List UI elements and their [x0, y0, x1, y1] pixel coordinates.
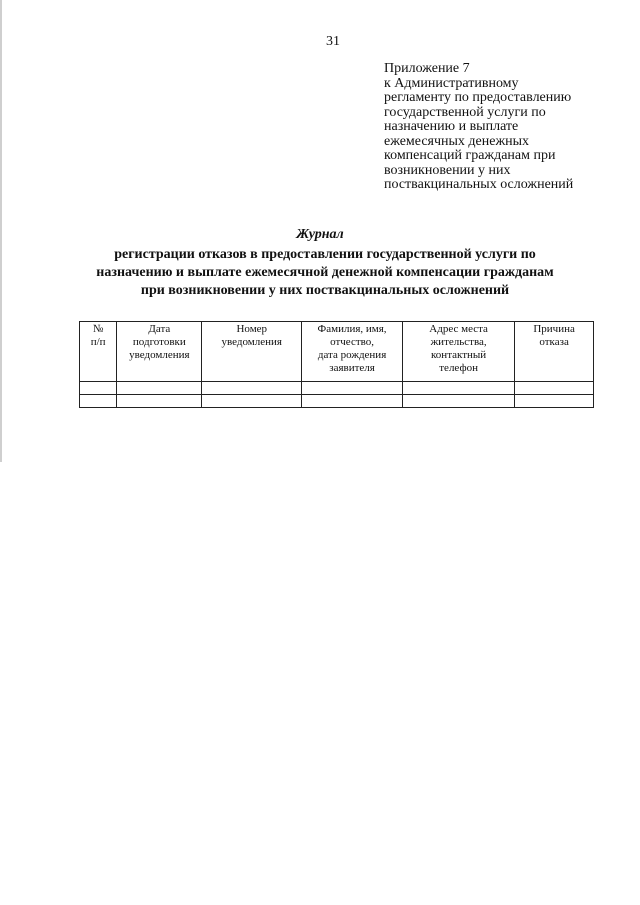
header-text: телефон [439, 362, 478, 374]
header-text: отказа [539, 336, 569, 348]
header-text: заявителя [329, 362, 375, 374]
header-text: уведомления [221, 336, 282, 348]
appendix-line: поствакцинальных осложнений [384, 177, 574, 192]
page-number: 31 [326, 34, 340, 49]
appendix-line: назначению и выплате [384, 119, 519, 134]
table-cell [302, 395, 403, 408]
header-text: контактный [431, 349, 487, 361]
journal-subtitle [60, 246, 590, 300]
table-cell [403, 395, 515, 408]
appendix-line: ежемесячных денежных [384, 133, 530, 149]
table-cell [80, 382, 117, 395]
appendix-line: Приложение 7 [384, 61, 470, 76]
appendix-line: регламенту по предоставлению [384, 90, 572, 105]
header-text: № [92, 323, 104, 335]
table-cell [117, 395, 202, 408]
header-text: отчество, [330, 336, 375, 348]
table-cell [80, 395, 117, 408]
header-text: Причина [533, 323, 575, 335]
header-text: Дата [148, 323, 171, 335]
header-text: Адрес места [429, 323, 488, 335]
header-text: Номер [236, 323, 268, 335]
journal-subtitle-line: назначению и выплате ежемесячной денежной компенсации гражданам [96, 265, 554, 280]
header-text: дата рождения [317, 349, 387, 361]
table-row [80, 382, 594, 395]
table-cell [403, 382, 515, 395]
table-cell [117, 382, 202, 395]
table-cell [515, 382, 594, 395]
journal-title: Журнал [296, 227, 344, 242]
table-row [80, 395, 594, 408]
header-notice-date [117, 322, 202, 382]
header-address-phone [403, 322, 515, 382]
table-cell [515, 395, 594, 408]
table-header-row [80, 322, 594, 382]
header-text: уведомления [129, 349, 190, 361]
header-text: п/п [90, 336, 106, 348]
appendix-note [384, 62, 614, 193]
header-refusal-reason [515, 322, 594, 382]
header-text: подготовки [132, 336, 186, 348]
refusal-register-table [79, 321, 594, 408]
header-text: Фамилия, имя, [317, 323, 387, 335]
appendix-line: возникновении у них [384, 162, 511, 178]
header-text: жительства, [430, 336, 487, 348]
header-applicant-name [302, 322, 403, 382]
header-number [80, 322, 117, 382]
journal-subtitle-line: регистрации отказов в предоставлении государственной услуги по [114, 247, 536, 262]
appendix-line: компенсаций гражданам при [384, 148, 556, 163]
appendix-line: к Административному [384, 75, 519, 91]
table-cell [302, 382, 403, 395]
header-notice-number [202, 322, 302, 382]
table-cell [202, 395, 302, 408]
journal-subtitle-line: при возникновении у них поствакцинальных осложнений [140, 283, 510, 298]
appendix-line: государственной услуги по [384, 104, 546, 120]
table-cell [202, 382, 302, 395]
